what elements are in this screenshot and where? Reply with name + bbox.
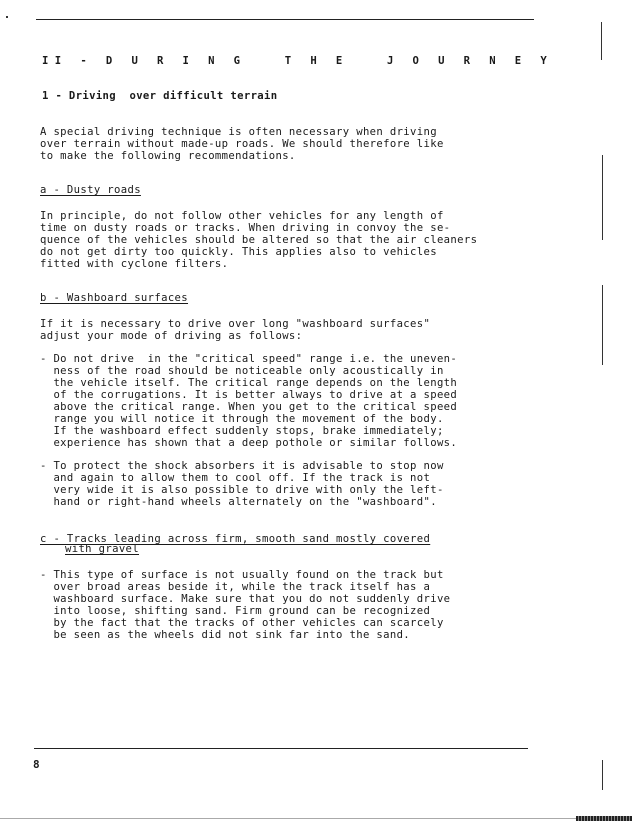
- scan-edge-line: [0, 818, 576, 819]
- bullet-line: range you will notice it through the movement of the body.: [40, 413, 444, 425]
- subsection-title-c: c - Tracks leading across firm, smooth sand mostly covered: [40, 533, 431, 545]
- bullet-line: the vehicle itself. The critical range depends on the length: [40, 377, 458, 389]
- subsection-title-b: b - Washboard surfaces: [40, 292, 189, 304]
- bullet-line: experience has shown that a deep pothole or similar follows.: [40, 437, 458, 449]
- scan-artifact: [576, 816, 632, 821]
- bullet-line: by the fact that the tracks of other vehicles can scarcely: [40, 617, 444, 629]
- margin-mark: [602, 760, 603, 790]
- margin-mark: [602, 285, 603, 365]
- bullet-line: and again to allow them to cool off. If the track is not: [40, 472, 431, 484]
- scan-dot: [6, 16, 8, 18]
- paragraph-line: adjust your mode of driving as follows:: [40, 330, 303, 342]
- bullet-line: washboard surface. Make sure that you do not suddenly drive: [40, 593, 451, 605]
- intro-line: A special driving technique is often necessary when driving: [40, 126, 437, 138]
- bullet-line: ness of the road should be noticeable only acoustically in: [40, 365, 444, 377]
- section-heading: 1 - Driving over difficult terrain: [42, 90, 278, 102]
- bullet-line: - This type of surface is not usually found on the track but: [40, 569, 444, 581]
- subsection-title-c-cont: with gravel: [65, 543, 140, 555]
- paragraph-line: In principle, do not follow other vehicles for any length of: [40, 210, 444, 222]
- chapter-heading: II - D U R I N G T H E J O U R N E Y: [42, 55, 554, 67]
- bullet-line: into loose, shifting sand. Firm ground can be recognized: [40, 605, 431, 617]
- paragraph-line: do not get dirty too quickly. This applies also to vehicles: [40, 246, 437, 258]
- top-rule: [36, 19, 534, 20]
- bullet-line: very wide it is also possible to drive with only the left-: [40, 484, 444, 496]
- page-number: 8: [33, 758, 40, 771]
- paragraph-line: fitted with cyclone filters.: [40, 258, 229, 270]
- bullet-line: over broad areas beside it, while the track itself has a: [40, 581, 431, 593]
- bullet-line: - To protect the shock absorbers it is advisable to stop now: [40, 460, 444, 472]
- margin-mark: [602, 155, 603, 240]
- intro-line: to make the following recommendations.: [40, 150, 296, 162]
- paragraph-line: time on dusty roads or tracks. When driving in convoy the se-: [40, 222, 451, 234]
- intro-line: over terrain without made-up roads. We should therefore like: [40, 138, 444, 150]
- bullet-line: If the washboard effect suddenly stops, brake immediately;: [40, 425, 444, 437]
- margin-mark: [601, 22, 602, 60]
- bottom-rule: [34, 748, 528, 749]
- bullet-line: be seen as the wheels did not sink far into the sand.: [40, 629, 411, 641]
- paragraph-line: quence of the vehicles should be altered so that the air cleaners: [40, 234, 478, 246]
- bullet-line: of the corrugations. It is better always to drive at a speed: [40, 389, 458, 401]
- paragraph-line: If it is necessary to drive over long "washboard surfaces": [40, 318, 431, 330]
- bullet-line: hand or right-hand wheels alternately on the "washboard".: [40, 496, 437, 508]
- bullet-line: - Do not drive in the "critical speed" range i.e. the uneven-: [40, 353, 458, 365]
- bullet-line: above the critical range. When you get to the critical speed: [40, 401, 458, 413]
- subsection-title-a: a - Dusty roads: [40, 184, 141, 196]
